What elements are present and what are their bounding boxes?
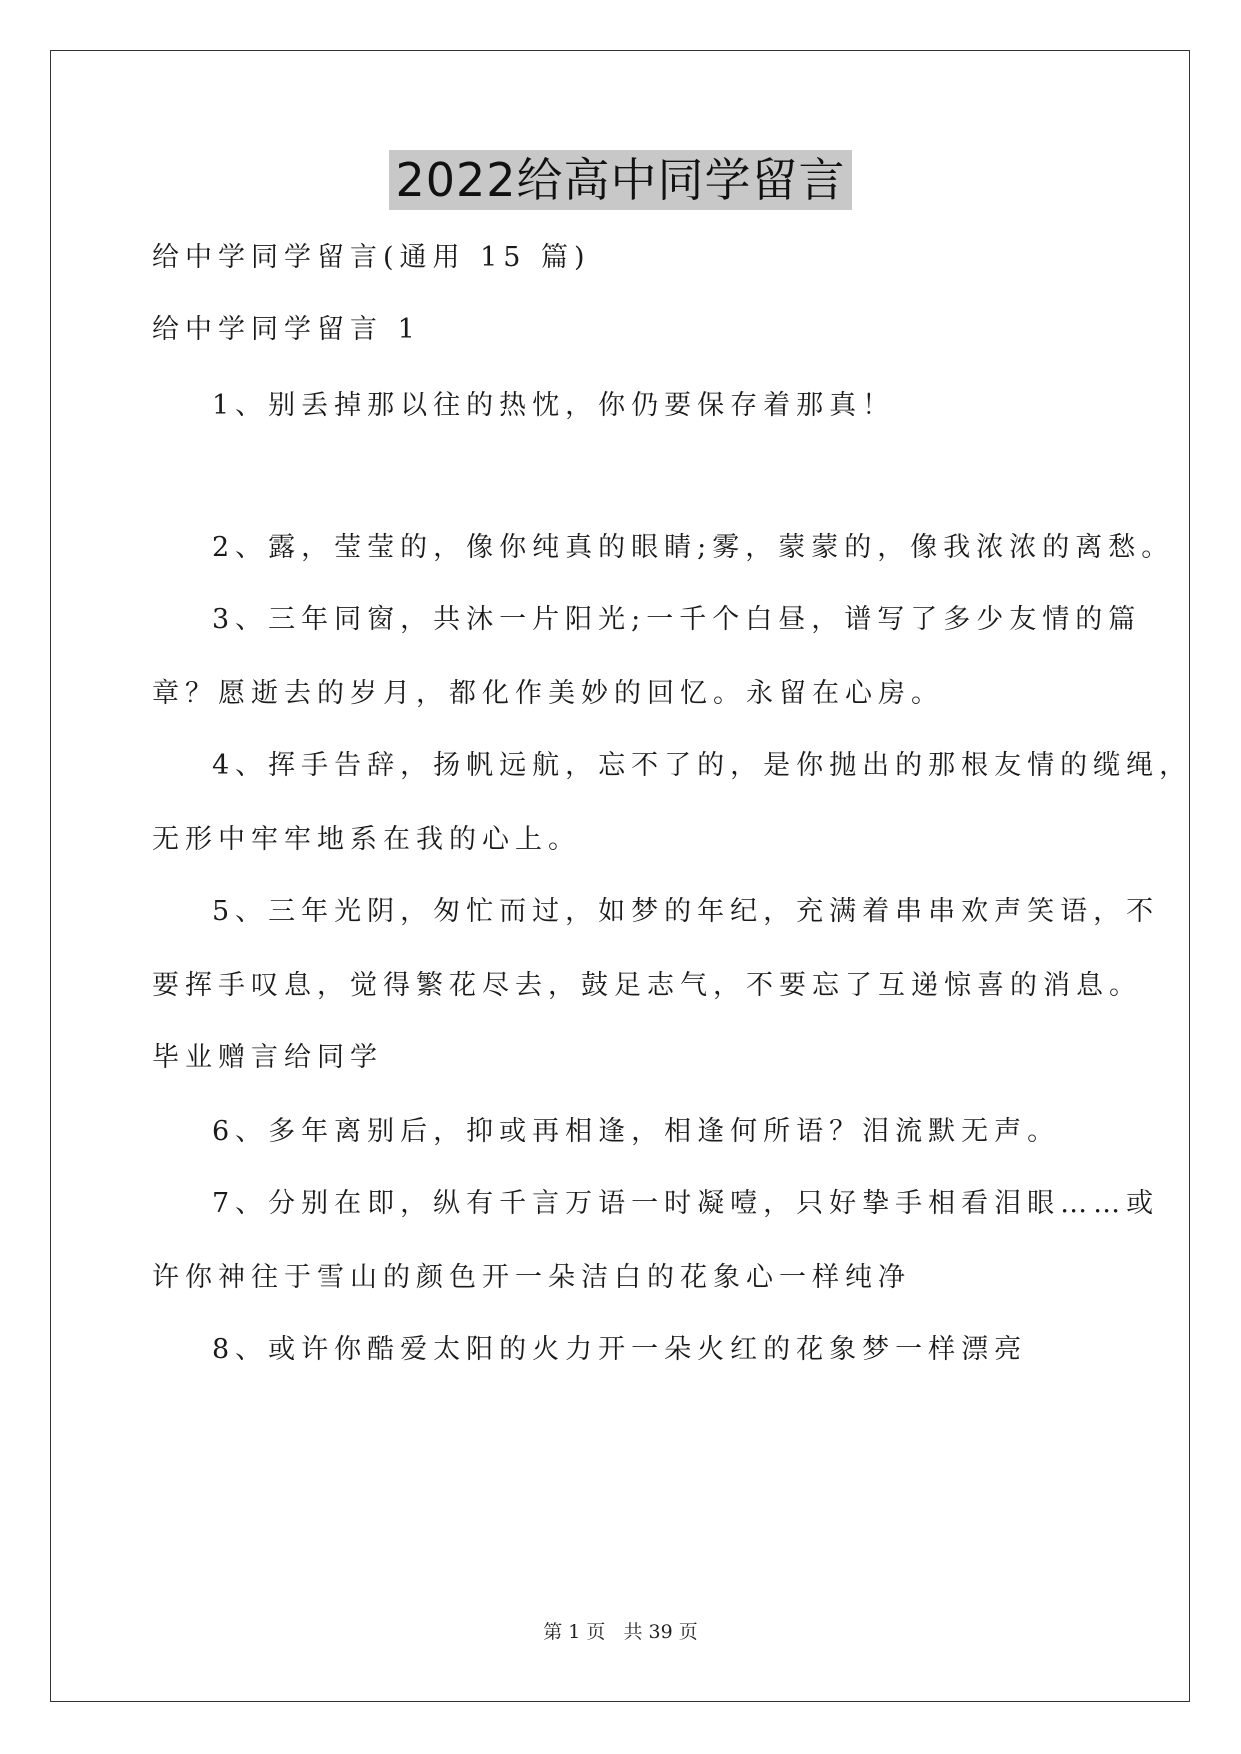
page-total: 共 39 页 <box>623 1621 698 1643</box>
paragraph-line: 6、多年离别后，抑或再相逢，相逢何所语？泪流默无声。 <box>212 1116 1061 1147</box>
section-heading: 毕业赠言给同学 <box>152 1042 383 1073</box>
paragraph-line: 4、挥手告辞，扬帆远航，忘不了的，是你抛出的那根友情的缆绳， <box>212 750 1193 781</box>
paragraph-line: 1、别丢掉那以往的热忱，你仍要保存着那真！ <box>212 390 896 421</box>
paragraph-line: 5、三年光阴，匆忙而过，如梦的年纪，充满着串串欢声笑语，不 <box>212 896 1160 927</box>
paragraph-line: 3、三年同窗，共沐一片阳光;一千个白昼，谱写了多少友情的篇 <box>212 604 1142 635</box>
page-border <box>50 50 1193 1702</box>
paragraph-line: 无形中牢牢地系在我的心上。 <box>152 824 581 855</box>
document-title: 2022给高中同学留言 <box>389 150 851 210</box>
page-number: 第 1 页 <box>543 1621 606 1643</box>
paragraph-line: 章？愿逝去的岁月，都化作美妙的回忆。永留在心房。 <box>152 678 944 709</box>
paragraph-line: 2、露，莹莹的，像你纯真的眼睛;雾，蒙蒙的，像我浓浓的离愁。 <box>212 532 1175 563</box>
title-container <box>0 150 1241 210</box>
paragraph-line: 许你神往于雪山的颜色开一朵洁白的花象心一样纯净 <box>152 1262 911 1293</box>
paragraph-line: 要挥手叹息，觉得繁花尽去，鼓足志气，不要忘了互递惊喜的消息。 <box>152 970 1142 1001</box>
paragraph-line: 7、分别在即，纵有千言万语一时凝噎，只好挚手相看泪眼……或 <box>212 1188 1160 1219</box>
section-heading: 给中学同学留言 1 <box>152 314 421 345</box>
paragraph-line: 8、或许你酷爱太阳的火力开一朵火红的花象梦一样漂亮 <box>212 1334 1028 1365</box>
subtitle-line: 给中学同学留言(通用 15 篇) <box>152 242 591 273</box>
page-footer <box>0 1620 1241 1644</box>
